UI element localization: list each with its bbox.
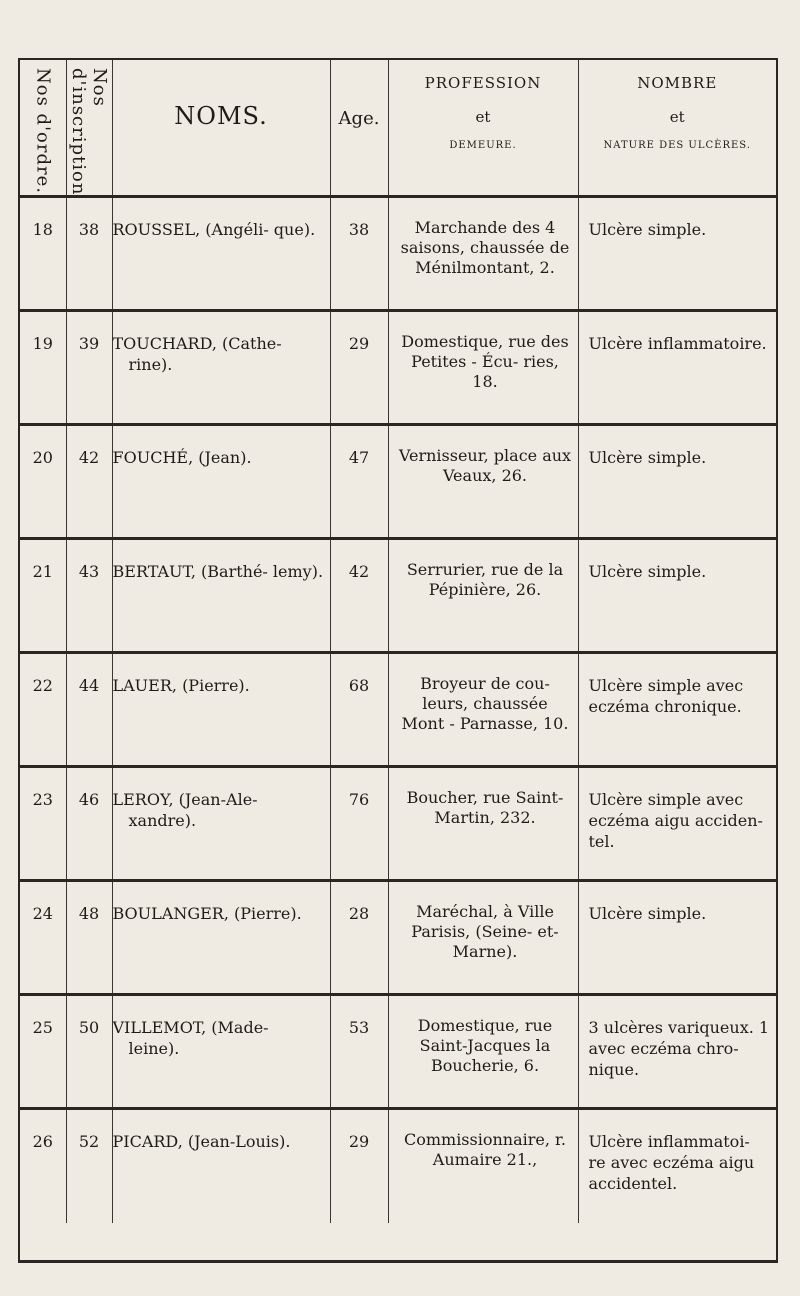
table-row [20,653,776,767]
cell-profession: Maréchal, à Ville Parisis, (Seine- et-Marne). [388,881,578,995]
cell-ulceres: 3 ulcères variqueux. 1 avec eczéma chro- nique. [578,995,776,1109]
cell-nom: LEROY, (Jean-Ale- xandre). [112,767,330,881]
header-ordre: Nos d'ordre. [20,60,66,197]
cell-age: 29 [330,1109,388,1223]
ulcer-register-table [20,60,776,1223]
table-row [20,197,776,311]
cell-ordre: 21 [20,539,66,653]
cell-nom: BERTAUT, (Barthé- lemy). [112,539,330,653]
cell-nom: BOULANGER, (Pierre). [112,881,330,995]
cell-profession: Boucher, rue Saint- Martin, 232. [388,767,578,881]
cell-profession: Domestique, rue des Petites - Écu- ries, 18. [388,311,578,425]
cell-ordre: 26 [32,1132,53,1152]
cell-age: 53 [330,995,388,1109]
cell-ordre: 19 [20,311,66,425]
cell-profession: Broyeur de cou- leurs, chaussée Mont - Parnasse, 10. [388,653,578,767]
table-row [20,1109,776,1223]
table-row [20,539,776,653]
cell-profession: Marchande des 4 saisons, chaussée de Ménilmontant, 2. [388,197,578,311]
table-row [20,425,776,539]
table-row [20,311,776,425]
table-row [20,995,776,1109]
cell-nom: PICARD, (Jean-Louis). [112,1109,330,1223]
cell-ulceres: Ulcère simple. [578,539,776,653]
cell-ordre: 25 [20,995,66,1109]
cell-ordre: 24 [20,881,66,995]
cell-age: 28 [330,881,388,995]
cell-inscription: 48 [66,881,112,995]
cell-profession: Serrurier, rue de la Pépinière, 26. [388,539,578,653]
cell-ulceres: Ulcère simple. [578,881,776,995]
cell-ulceres: Ulcère inflammatoire. [578,311,776,425]
cell-profession: Domestique, rue Saint-Jacques la Boucherie, 6. [388,995,578,1109]
header-noms: NOMS. [112,60,330,197]
cell-ordre: 20 [20,425,66,539]
cell-ordre: 22 [20,653,66,767]
cell-ulceres: Ulcère simple. [578,425,776,539]
header-inscription: Nos d'inscription [66,60,112,197]
cell-ulceres: Ulcère simple avec eczéma chronique. [578,653,776,767]
cell-ulceres: Ulcère simple avec eczéma aigu acciden- tel. [578,767,776,881]
header-nombre: NOMBRE et NATURE DES ULCÈRES. [578,60,776,197]
cell-profession: Vernisseur, place aux Veaux, 26. [388,425,578,539]
cell-nom: FOUCHÉ, (Jean). [112,425,330,539]
cell-ordre: 23 [20,767,66,881]
cell-age: 38 [330,197,388,311]
cell-inscription: 46 [66,767,112,881]
cell-nom: LAUER, (Pierre). [112,653,330,767]
cell-nom: TOUCHARD, (Cathe- rine). [112,311,330,425]
cell-inscription: 44 [66,653,112,767]
table-row [20,881,776,995]
cell-nom: VILLEMOT, (Made- leine). [112,995,330,1109]
cell-inscription: 42 [66,425,112,539]
cell-inscription: 43 [66,539,112,653]
cell-profession: Commissionnaire, r. Aumaire 21., [388,1109,578,1223]
cell-ordre: 18 [20,197,66,311]
cell-inscription: 52 [66,1109,112,1223]
header-age: Age. [330,60,388,197]
cell-nom: ROUSSEL, (Angéli- que). [112,197,330,311]
cell-age: 68 [330,653,388,767]
cell-ulceres: Ulcère inflammatoi- re avec eczéma aigu accidentel. [578,1109,776,1223]
cell-inscription: 38 [66,197,112,311]
register-page [18,58,778,1263]
table-row [20,767,776,881]
cell-inscription: 50 [66,995,112,1109]
cell-age: 42 [330,539,388,653]
cell-ulceres: Ulcère simple. [578,197,776,311]
cell-age: 29 [330,311,388,425]
cell-inscription: 39 [66,311,112,425]
cell-age: 47 [330,425,388,539]
header-row [20,60,776,197]
cell-age: 76 [330,767,388,881]
header-profession: PROFESSION et DEMEURE. [388,60,578,197]
